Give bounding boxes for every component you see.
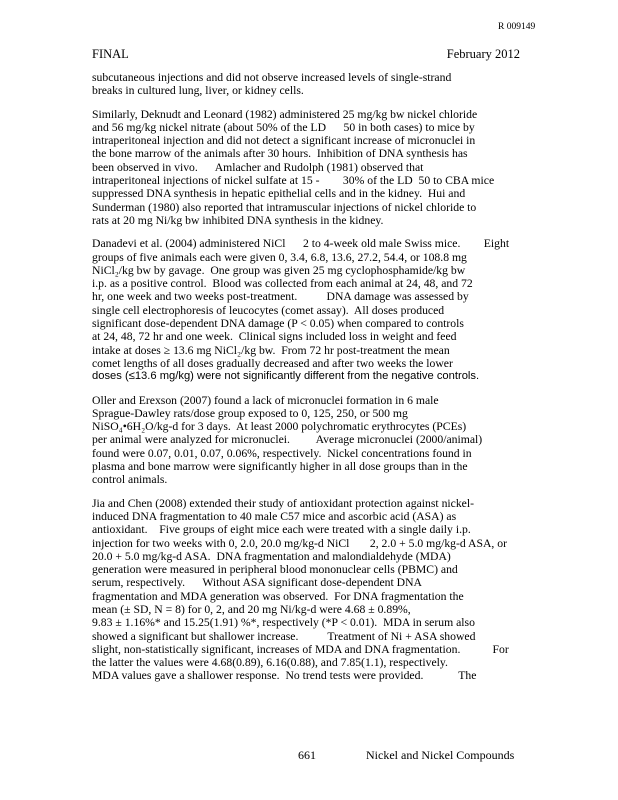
text-line: and 56 mg/kg nickel nitrate (about 50% of the LD 50 in both cases) to mice by [92, 120, 475, 134]
document-id: R 009149 [498, 22, 536, 32]
paragraph [92, 394, 522, 487]
text-line: comet lengths of all doses gradually decreased and after two weeks the lower [92, 356, 453, 370]
text-line: mean (± SD, N = 8) for 0, 2, and 20 mg Ni/kg-d were 4.68 ± 0.89%, [92, 602, 411, 616]
text-line: significant dose-dependent DNA damage (P < 0.05) when compared to controls [92, 317, 464, 331]
text-line: per animal were analyzed for micronuclei. Average micronuclei (2000/animal) [92, 433, 483, 447]
text-line: 9.83 ± 1.16%* and 15.25(1.91) %*, respectively (*P < 0.01). MDA in serum also [92, 616, 475, 630]
text-line: subcutaneous injections and did not observe increased levels of single-strand [92, 71, 452, 84]
text-line: Jia and Chen (2008) extended their study of antioxidant protection against nickel- [92, 496, 475, 510]
text-line: hr, one week and two weeks post-treatment. DNA damage was assessed by [92, 290, 469, 304]
text-line: generation were measured in peripheral blood mononuclear cells (PBMC) and [92, 563, 458, 577]
text-line: the bone marrow of the animals after 30 hours. Inhibition of DNA synthesis has [92, 147, 468, 161]
paragraph [92, 497, 522, 683]
paragraph [92, 108, 522, 228]
text-line: fragmentation and MDA generation was observed. For DNA fragmentation the [92, 589, 464, 603]
text-line: the latter the values were 4.68(0.89), 6.16(0.88), and 7.85(1.1), respectively. [92, 656, 448, 670]
text-line: serum, respectively. Without ASA significant dose-dependent DNA [92, 576, 422, 590]
paragraph [92, 71, 522, 98]
text-line: Sunderman (1980) also reported that intramuscular injections of nickel chloride to [92, 200, 477, 214]
text-line: NiSO₄•6H₂O/kg-d for 3 days. At least 2000 polychromatic erythrocytes (PCEs) [92, 420, 467, 434]
text-line: breaks in cultured lung, liver, or kidney cells. [92, 84, 304, 98]
text-line: intraperitoneal injection and did not detect a significant increase of micronuclei in [92, 134, 476, 148]
text-line: Oller and Erexson (2007) found a lack of micronuclei formation in 6 male [92, 393, 439, 407]
text-line: 20.0 + 5.0 mg/kg-d ASA. DNA fragmentation and malondialdehyde (MDA) [92, 549, 451, 563]
text-line: Similarly, Deknudt and Leonard (1982) administered 25 mg/kg bw nickel chloride [92, 107, 478, 121]
text-line: suppressed DNA synthesis in hepatic epithelial cells and in the kidney. Hui and [92, 187, 466, 201]
text-line: rats at 20 mg Ni/kg bw inhibited DNA synthesis in the kidney. [92, 213, 384, 227]
text-line: MDA values gave a shallower response. No trend tests were provided. The [92, 669, 477, 683]
text-line: control animals. [92, 473, 168, 487]
paragraph [92, 237, 522, 383]
text-line: at 24, 48, 72 hr and one week. Clinical signs included loss in weight and feed [92, 330, 457, 344]
text-line: Sprague-Dawley rats/dose group exposed to 0, 125, 250, or 500 mg [92, 406, 408, 420]
text-line: slight, non-statistically significant, increases of MDA and DNA fragmentation. For [92, 642, 509, 656]
text-line: injection for two weeks with 0, 2.0, 20.0 mg/kg-d NiCl 2, 2.0 + 5.0 mg/kg-d ASA, or [92, 536, 507, 550]
text-line: showed a significant but shallower increase. Treatment of Ni + ASA showed [92, 629, 476, 643]
text-line: plasma and bone marrow were significantly higher in all dose groups than in the [92, 460, 468, 474]
text-line: doses (≤13.6 mg/kg) were not significantly different from the negative controls. [92, 370, 480, 383]
text-line: intraperitoneal injections of nickel sulfate at 15 - 30% of the LD 50 to CBA mice [92, 174, 495, 188]
document-body [92, 71, 522, 693]
text-line: antioxidant. Five groups of eight mice each were treated with a single daily i.p. [92, 523, 471, 537]
document-status: FINAL [92, 47, 129, 61]
text-line: intake at doses ≥ 13.6 mg NiCl₂/kg bw. From 72 hr post-treatment the mean [92, 343, 450, 357]
footer-document-title: Nickel and Nickel Compounds [366, 748, 515, 762]
text-line: induced DNA fragmentation to 40 male C57 mice and ascorbic acid (ASA) as [92, 509, 457, 523]
text-line: Danadevi et al. (2004) administered NiCl 2 to 4-week old male Swiss mice. Eight [92, 237, 510, 251]
text-line: single cell electrophoresis of leucocytes (comet assay). All doses produced [92, 303, 445, 317]
text-line: NiCl₂/kg bw by gavage. One group was given 25 mg cyclophosphamide/kg bw [92, 263, 466, 277]
page-number: 661 [298, 748, 316, 762]
document-date: February 2012 [446, 47, 520, 61]
text-line: groups of five animals each were given 0, 3.4, 6.8, 13.6, 27.2, 54.4, or 108.8 mg [92, 250, 467, 264]
text-line: found were 0.07, 0.01, 0.07, 0.06%, respectively. Nickel concentrations found in [92, 446, 472, 460]
text-line: i.p. as a positive control. Blood was collected from each animal at 24, 48, and 72 [92, 277, 473, 291]
text-line: been observed in vivo. Amlacher and Rudolph (1981) observed that [92, 160, 424, 174]
